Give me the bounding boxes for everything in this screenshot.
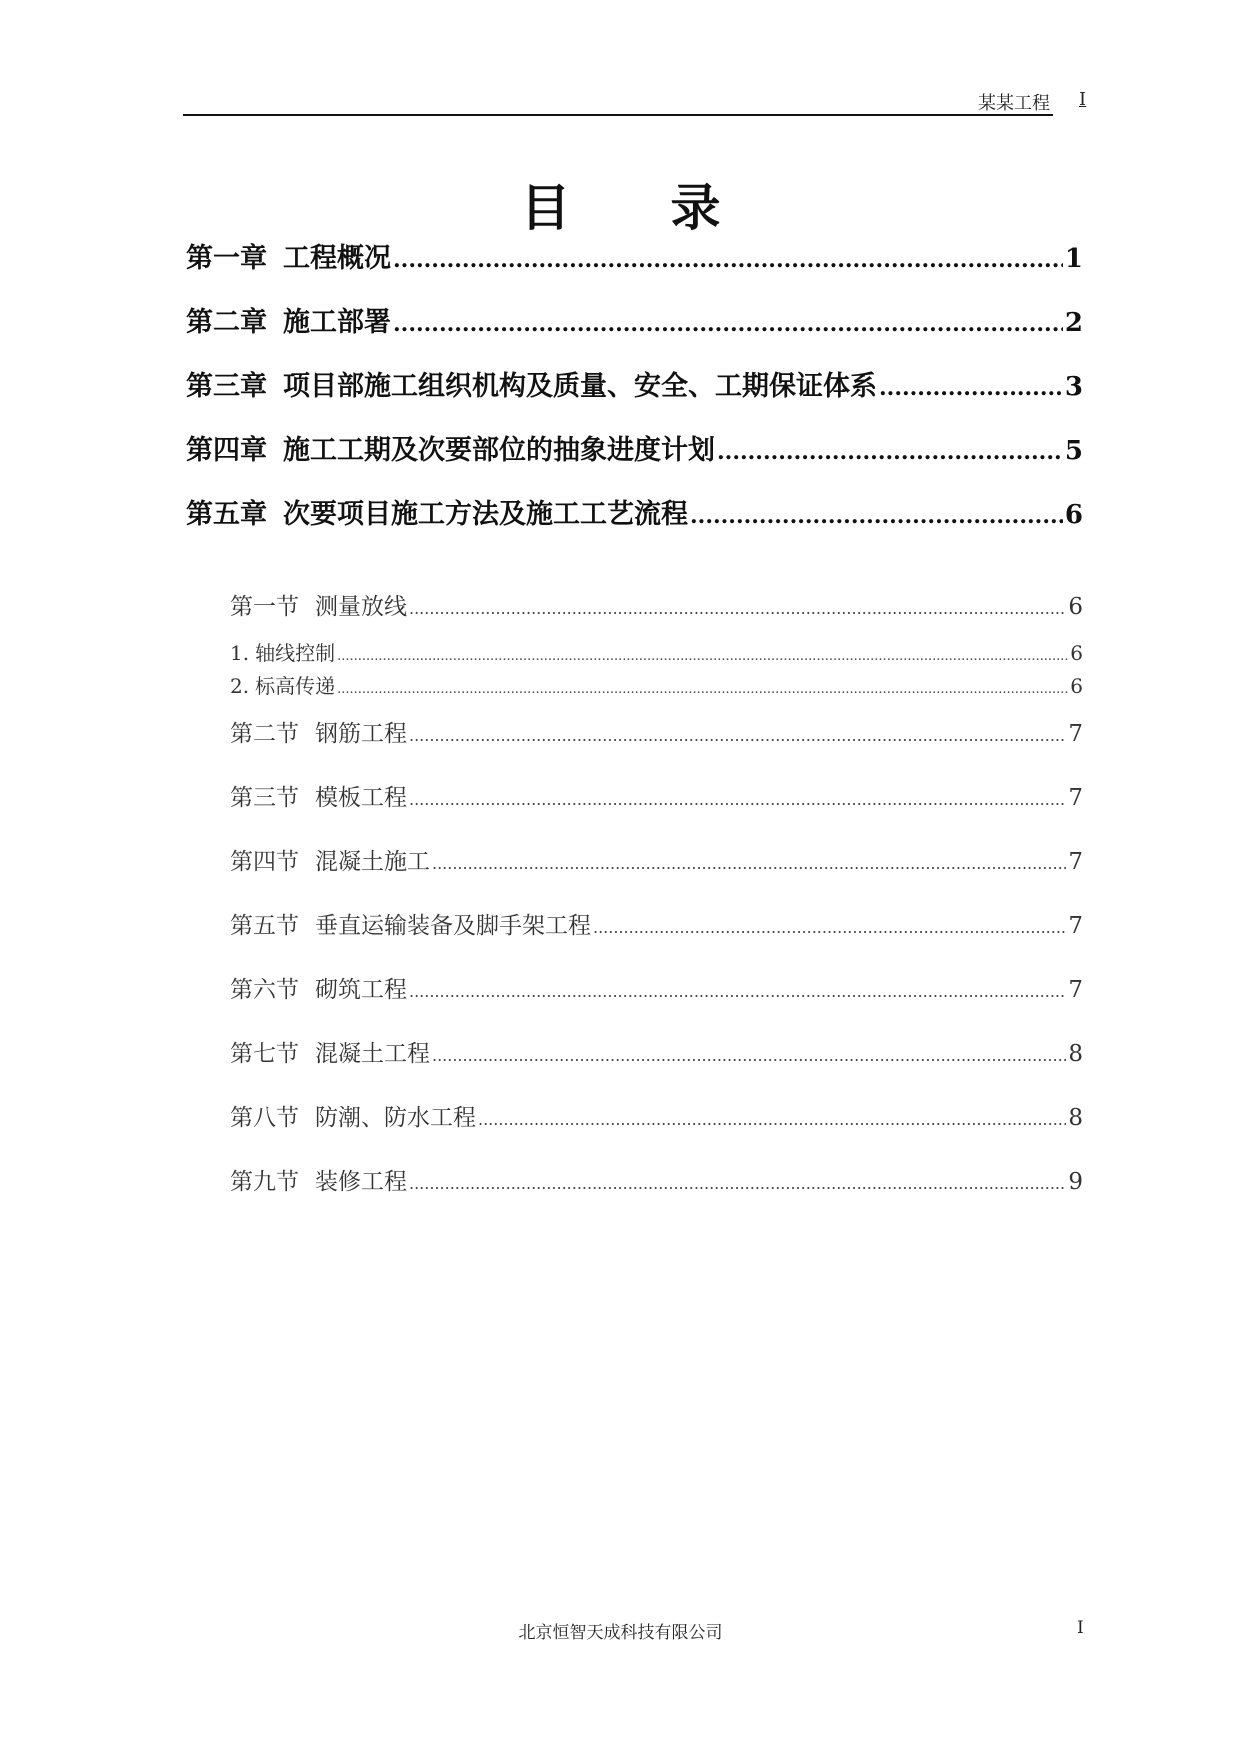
header-page-number: I <box>1079 89 1087 110</box>
toc-section-number: 第九节 <box>230 1169 299 1195</box>
toc-chapter-title: 项目部施工组织机构及质量、安全、工期保证体系 <box>283 371 877 402</box>
footer-page-number: I <box>1077 1618 1084 1638</box>
toc-leader <box>393 311 1063 337</box>
toc-leader <box>409 726 1066 745</box>
toc-chapter-2[interactable] <box>186 300 1083 339</box>
toc-page-number: 5 <box>1064 436 1083 466</box>
toc-page-number: 6 <box>1070 674 1083 698</box>
toc-section-title: 装修工程 <box>315 1169 407 1195</box>
toc-section-title: 测量放线 <box>315 594 407 620</box>
toc-section-title: 钢筋工程 <box>315 721 407 747</box>
toc-chapter-title: 施工工期及次要部位的抽象进度计划 <box>283 435 715 466</box>
toc-section-number: 第七节 <box>230 1041 299 1067</box>
toc-chapter-number: 第三章 <box>186 371 267 402</box>
toc-page-number: 7 <box>1068 913 1083 939</box>
toc-section-2[interactable] <box>230 715 1083 748</box>
toc-section-title: 防潮、防水工程 <box>315 1105 476 1131</box>
toc-section-number: 第五节 <box>230 913 299 939</box>
toc-subsection-number: 1. <box>230 641 250 665</box>
toc-leader <box>393 247 1063 273</box>
toc-section-number: 第八节 <box>230 1105 299 1131</box>
toc-leader <box>337 682 1068 697</box>
toc-subsection-title: 轴线控制 <box>255 641 336 665</box>
page-title: 目录 <box>520 179 821 237</box>
toc-leader <box>409 599 1066 618</box>
toc-leader <box>409 790 1066 809</box>
toc-chapter-title: 工程概况 <box>283 243 391 274</box>
toc-leader <box>337 649 1068 664</box>
toc-section-number: 第六节 <box>230 977 299 1003</box>
toc-leader <box>409 982 1066 1001</box>
toc-chapter-title: 施工部署 <box>283 307 391 338</box>
toc-page-number: 7 <box>1068 849 1083 875</box>
toc-section-number: 第四节 <box>230 849 299 875</box>
toc-leader <box>593 918 1066 937</box>
toc-section-title: 模板工程 <box>315 785 407 811</box>
toc-chapter-4[interactable] <box>186 428 1083 467</box>
toc-chapter-3[interactable] <box>186 364 1083 403</box>
toc-subsection-number: 2. <box>230 674 250 698</box>
toc-page-number: 3 <box>1064 372 1083 402</box>
toc-section-1[interactable] <box>230 588 1083 621</box>
toc-section-5[interactable] <box>230 907 1083 940</box>
toc-leader <box>432 1046 1066 1065</box>
toc-subsection-title: 标高传递 <box>255 674 336 698</box>
toc-page-number: 7 <box>1068 977 1083 1003</box>
header-rule <box>183 114 1053 116</box>
toc-section-number: 第一节 <box>230 594 299 620</box>
toc-section-title: 混凝土工程 <box>315 1041 430 1067</box>
header-title: 某某工程 <box>978 93 1050 114</box>
toc-section-3[interactable] <box>230 779 1083 812</box>
toc-leader <box>690 503 1063 529</box>
toc-leader <box>478 1110 1066 1129</box>
toc-section-9[interactable] <box>230 1163 1083 1196</box>
toc-section-number: 第二节 <box>230 721 299 747</box>
toc-page-number: 8 <box>1068 1041 1083 1067</box>
toc-chapter-title: 次要项目施工方法及施工工艺流程 <box>283 499 688 530</box>
toc-page-number: 7 <box>1068 721 1083 747</box>
toc-chapter-number: 第五章 <box>186 499 267 530</box>
toc-chapter-number: 第一章 <box>186 243 267 274</box>
toc-leader <box>432 854 1066 873</box>
footer-company-name: 北京恒智天成科技有限公司 <box>518 1623 723 1643</box>
toc-section-6[interactable] <box>230 971 1083 1004</box>
toc-page-number: 6 <box>1068 594 1083 620</box>
toc-page-number: 2 <box>1064 308 1083 338</box>
toc-section-title: 混凝土施工 <box>315 849 430 875</box>
toc-page-number: 8 <box>1068 1105 1083 1131</box>
toc-subsection-1[interactable] <box>230 637 1083 666</box>
toc-leader <box>879 375 1063 401</box>
toc-chapter-number: 第二章 <box>186 307 267 338</box>
toc-section-title: 垂直运输装备及脚手架工程 <box>315 913 591 939</box>
toc-section-4[interactable] <box>230 843 1083 876</box>
toc-section-7[interactable] <box>230 1035 1083 1068</box>
toc-page-number: 1 <box>1064 244 1083 274</box>
toc-section-title: 砌筑工程 <box>315 977 407 1003</box>
toc-page-number: 6 <box>1070 641 1083 665</box>
toc-page-number: 7 <box>1068 785 1083 811</box>
toc-chapter-1[interactable] <box>186 236 1083 275</box>
toc-page-number: 9 <box>1068 1169 1083 1195</box>
toc-leader <box>717 439 1063 465</box>
toc-section-8[interactable] <box>230 1099 1083 1132</box>
toc-subsection-2[interactable] <box>230 670 1083 699</box>
toc-section-number: 第三节 <box>230 785 299 811</box>
toc-page-number: 6 <box>1064 500 1083 530</box>
toc-leader <box>409 1174 1066 1193</box>
toc-chapter-5[interactable] <box>186 492 1083 531</box>
toc-chapter-number: 第四章 <box>186 435 267 466</box>
